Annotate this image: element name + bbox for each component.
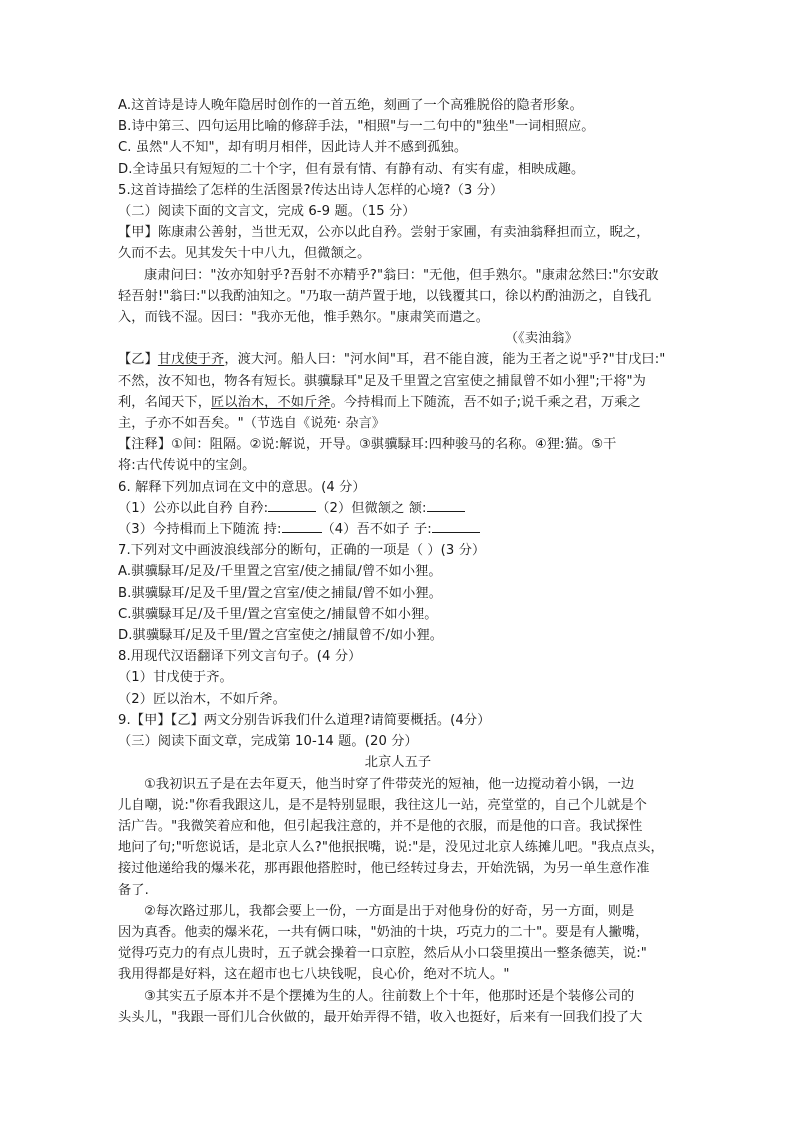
item-label: （4）吾不如子 子: bbox=[321, 522, 432, 538]
passage-yi-line: 不然，汝不知也，物各有短长。骐骥騄耳"足及千里置之宫室使之捕鼠曾不如小狸";干将"为 bbox=[118, 373, 646, 389]
question-6-items bbox=[118, 498, 678, 519]
section-3-heading: （三）阅读下面文章，完成第 10-14 题。(20 分） bbox=[118, 734, 418, 750]
item-label: （2）但微颔之 颔: bbox=[316, 500, 427, 516]
article-line: 头头儿，"我跟一哥们儿合伙做的，最开始弄得不错，收入也挺好，后来有一回我们投了大 bbox=[118, 1009, 643, 1025]
question-7: 7.下列对文中画波浪线部分的断句，正确的一项是（ ）(3 分） bbox=[118, 543, 486, 559]
answer-blank[interactable] bbox=[427, 499, 465, 512]
passage-jia-source: （《卖油翁》 bbox=[504, 331, 578, 347]
answer-blank[interactable] bbox=[432, 520, 480, 533]
item-label: （1）公亦以此自矜 自矜: bbox=[118, 500, 269, 516]
text-segment: 【乙】 bbox=[118, 352, 158, 368]
article-title: 北京人五子 bbox=[364, 755, 432, 771]
answer-blank[interactable] bbox=[282, 520, 322, 533]
passage-jia-line: 康肃问曰："汝亦知射乎?吾射不亦精乎?"翁曰："无他，但手熟尔。"康肃忿然曰:"尔安敢 bbox=[144, 267, 659, 283]
underlined-sentence: 匠以治木，不如斤斧 bbox=[211, 394, 331, 410]
answer-blank[interactable] bbox=[268, 499, 316, 512]
article-line: 我用得都是好料，这在超市也七八块钱呢，良心价，绝对不坑人。" bbox=[118, 967, 510, 983]
passage-yi-line bbox=[118, 349, 678, 370]
option-c-line: C. 虽然"人不知"，却有明月相伴，因此诗人并不感到孤独。 bbox=[118, 140, 468, 156]
item-label: （3）今持楫而上下随流 持: bbox=[118, 522, 282, 538]
passage-yi-source: 主，子亦不如吾矣。"（节选自《说苑· 杂言》 bbox=[118, 416, 386, 432]
article-line: ③其实五子原本并不是个摆摊为生的人。往前数上个十年，他那时还是个装修公司的 bbox=[144, 988, 635, 1004]
question-8: 8.用现代汉语翻译下列文言句子。(4 分） bbox=[118, 649, 362, 665]
passage-jia-line: 【甲】陈康肃公善射，当世无双，公亦以此自矜。尝射于家圃，有卖油翁释担而立，睨之， bbox=[118, 225, 650, 241]
question-5: 5.这首诗描绘了怎样的生活图景?传达出诗人怎样的心境?（3 分） bbox=[118, 182, 504, 198]
question-9: 9.【甲】【乙】两文分别告诉我们什么道理?请简要概括。(4分） bbox=[118, 712, 491, 728]
section-2-heading: （二）阅读下面的文言文，完成 6-9 题。（15 分） bbox=[118, 204, 416, 220]
q7-option-d: D.骐骥騄耳/足及千里/置之宫室使之/捕鼠曾不/如小狸。 bbox=[118, 628, 444, 644]
passage-jia-line: 入，而钱不湿。因曰："我亦无他，惟手熟尔。"康肃笑而遣之。 bbox=[118, 310, 490, 326]
passage-jia-line: 轻吾射!"翁曰:"以我酌油知之。"乃取一葫芦置于地，以钱覆其口，徐以杓酌油沥之，自钱孔 bbox=[118, 288, 652, 304]
article-line: ①我初识五子是在去年夏天，他当时穿了件带荧光的短袖，他一边搅动着小锅，一边 bbox=[144, 776, 635, 792]
option-d-line: D.全诗虽只有短短的二十个字，但有景有情、有静有动、有实有虚，相映成趣。 bbox=[118, 161, 585, 177]
question-6: 6. 解释下列加点词在文中的意思。(4 分） bbox=[118, 479, 366, 495]
q8-item-1: （1）甘戊使于齐。 bbox=[118, 670, 233, 686]
passage-yi-line bbox=[118, 392, 678, 413]
article-line: 地问了句;"听您说话，是北京人么?"他抿抿嘴，说:"是，没见过北京人练摊儿吧。"我点点头， bbox=[118, 840, 664, 856]
q7-option-c: C.骐骥騄耳足/及千里/置之宫室使之/捕鼠曾不如小狸。 bbox=[118, 606, 438, 622]
article-line: 因为真香。他卖的爆米花，一共有俩口味，"奶油的十块，巧克力的二十"。要是有人撇嘴， bbox=[118, 924, 649, 940]
passage-jia-line: 久而不去。见其发矢十中八九，但微颔之。 bbox=[118, 246, 371, 262]
q7-option-b: B.骐骥騄耳/足及千里/置之宫室/使之捕鼠/曾不如小狸。 bbox=[118, 585, 442, 601]
annotation-line: 将:古代传说中的宝剑。 bbox=[118, 458, 256, 474]
text-segment: 。今持楫而上下随流，吾不如子;说千乘之君，万乘之 bbox=[330, 394, 641, 410]
question-6-items bbox=[118, 519, 678, 540]
underlined-sentence: 甘戊使于齐 bbox=[157, 352, 225, 368]
text-segment: 利，名闻天下， bbox=[118, 394, 212, 410]
document-body bbox=[118, 95, 678, 1028]
article-line: ②每次路过那儿，我都会要上一份，一方面是出于对他身份的好奇，另一方面，则是 bbox=[144, 903, 635, 919]
annotation-line: 【注释】①间：阻隔。②说:解说，开导。③骐骥騄耳:四种骏马的名称。④狸:猫。⑤干 bbox=[118, 437, 617, 453]
option-b-line: B.诗中第三、四句运用比喻的修辞手法，"相照"与一二句中的"独坐"一词相照应。 bbox=[118, 119, 595, 135]
article-line: 接过他递给我的爆米花，那再跟他搭腔时，他已经转过身去，开始洗锅，为另一单生意作准 bbox=[118, 861, 650, 877]
article-line: 觉得巧克力的有点儿贵时，五子就会操着一口京腔，然后从小口袋里摸出一整条德芙，说:" bbox=[118, 946, 647, 962]
article-line: 活广告。"我微笑着应和他，但引起我注意的，并不是他的衣服，而是他的口音。我试探性 bbox=[118, 818, 643, 834]
article-line: 备了. bbox=[118, 882, 149, 898]
article-line: 儿自嘲，说:"你看我跟这儿，是不是特别显眼，我往这儿一站，亮堂堂的，自己个儿就是个 bbox=[118, 797, 647, 813]
q7-option-a: A.骐骥騄耳/足及/千里置之宫室/使之捕鼠/曾不如小狸。 bbox=[118, 564, 442, 580]
option-a-line: A.这首诗是诗人晚年隐居时创作的一首五绝，刻画了一个高雅脱俗的隐者形象。 bbox=[118, 98, 583, 113]
text-segment: ，渡大河。船人曰："河水间"耳，君不能自渡，能为王者之说"乎?"甘戊曰:" bbox=[224, 352, 666, 368]
q8-item-2: （2）匠以治木，不如斤斧。 bbox=[118, 691, 286, 707]
